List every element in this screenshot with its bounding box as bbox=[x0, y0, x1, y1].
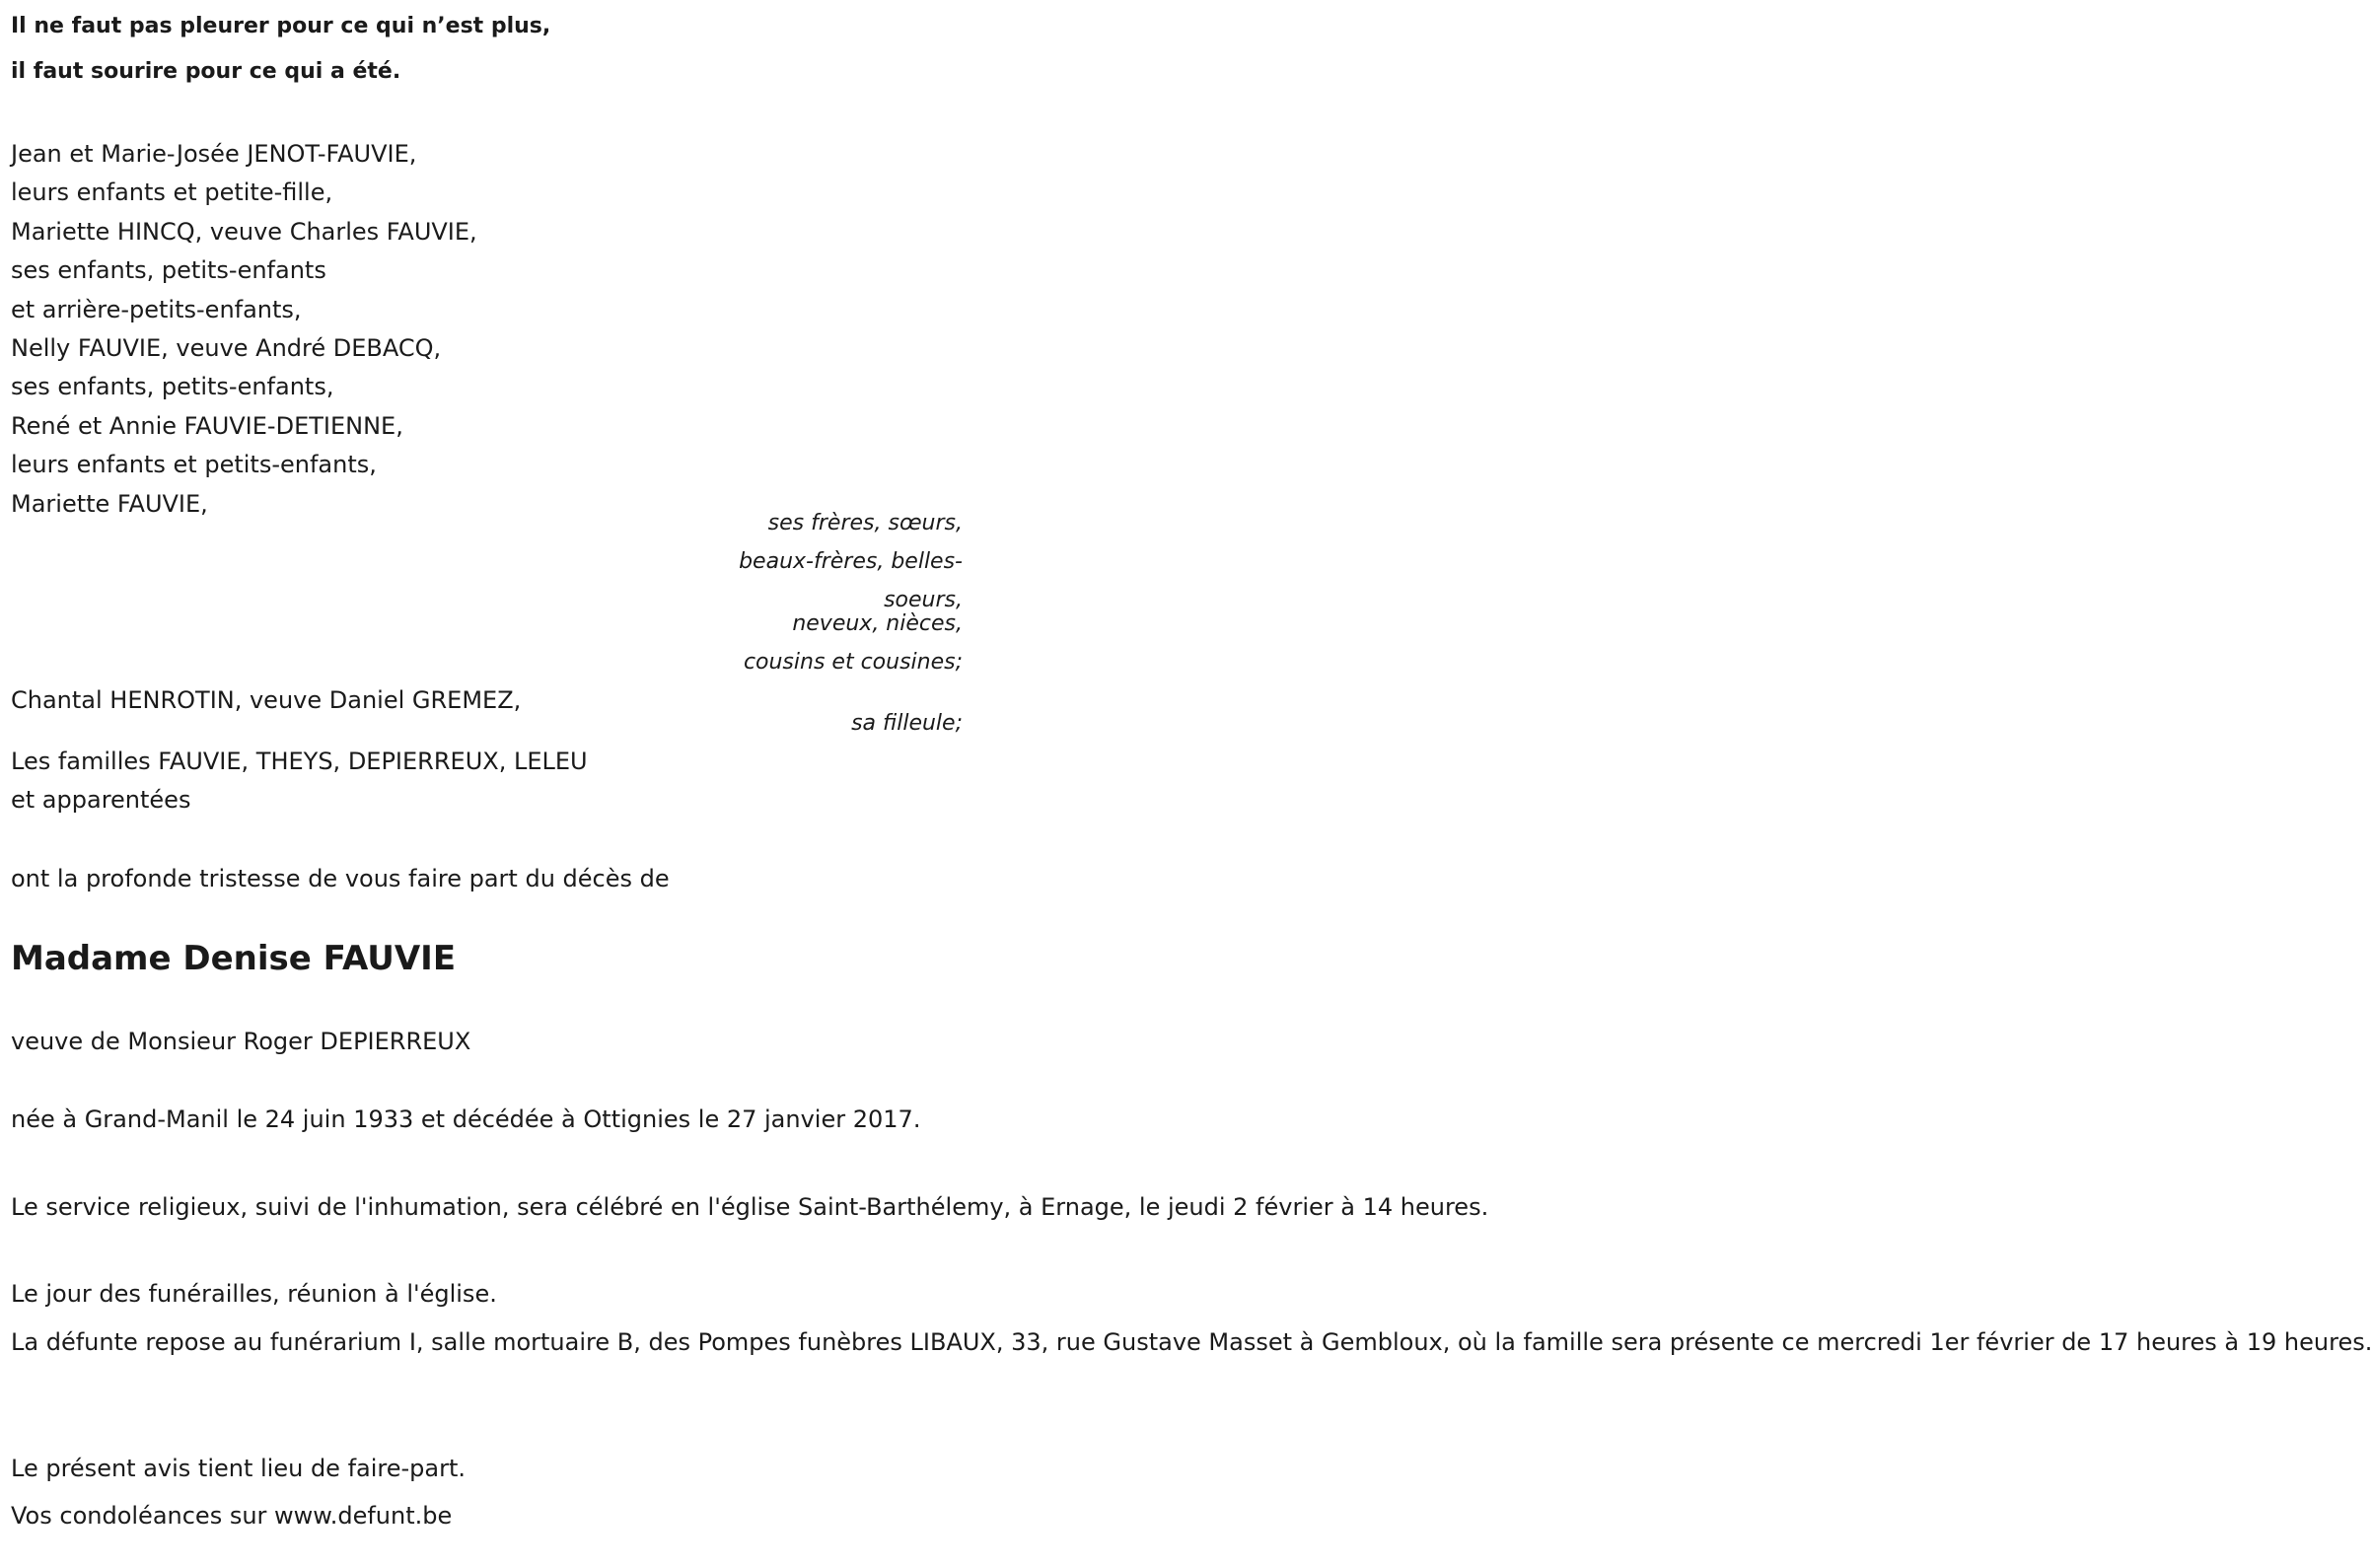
family-line: leurs enfants et petits-enfants, bbox=[11, 451, 377, 479]
relation-line: cousins et cousines; bbox=[743, 650, 963, 675]
families-block bbox=[11, 743, 588, 820]
family-line: et arrière-petits-enfants, bbox=[11, 295, 302, 323]
service-text: Le service religieux, suivi de l'inhumation, sera célébré en l'église Saint-Barthélemy, à Ernage, le jeudi 2 février à 14 heures. bbox=[11, 1193, 1489, 1221]
condolences-text: Vos condoléances sur www.defunt.be bbox=[11, 1502, 453, 1530]
widow-of-text: veuve de Monsieur Roger DEPIERREUX bbox=[11, 1028, 471, 1055]
birth-death bbox=[11, 1101, 948, 1139]
family-line: Mariette FAUVIE, bbox=[11, 489, 208, 518]
deceased-name: Madame Denise FAUVIE bbox=[11, 939, 457, 978]
godchild-relation: sa filleule; bbox=[851, 711, 963, 736]
condolences-info bbox=[11, 1497, 452, 1535]
family-line: René et Annie FAUVIE-DETIENNE, bbox=[11, 411, 403, 440]
family-line: Nelly FAUVIE, veuve André DEBACQ, bbox=[11, 334, 442, 363]
family-list bbox=[11, 135, 477, 524]
relation-line: ses frères, sœurs, bbox=[767, 511, 963, 535]
relation-line: neveux, nièces, bbox=[792, 611, 963, 636]
notice-info bbox=[11, 1450, 466, 1488]
widow-of bbox=[11, 1023, 470, 1061]
quote-line-2: il faut sourire pour ce qui a été. bbox=[11, 59, 401, 84]
godchild-name-text: Chantal HENROTIN, veuve Daniel GREMEZ, bbox=[11, 686, 522, 714]
relation-line: soeurs, bbox=[884, 588, 963, 612]
rest-info bbox=[11, 1323, 2372, 1362]
family-line: ses enfants, petits-enfants, bbox=[11, 373, 334, 401]
family-line: Mariette HINCQ, veuve Charles FAUVIE, bbox=[11, 217, 477, 246]
birth-death-text: née à Grand-Manil le 24 juin 1933 et décédée à Ottignies le 27 janvier 2017. bbox=[11, 1105, 921, 1133]
godchild-name bbox=[11, 681, 521, 720]
announcement-line: ont la profonde tristesse de vous faire part du décès de bbox=[11, 865, 670, 892]
family-line: leurs enfants et petite-fille, bbox=[11, 178, 333, 207]
family-line: ses enfants, petits-enfants bbox=[11, 256, 326, 285]
family-line: Jean et Marie-Josée JENOT-FAUVIE, bbox=[11, 140, 417, 168]
announcement-text bbox=[11, 860, 670, 898]
families-line-1: Les familles FAUVIE, THEYS, DEPIERREUX, LELEU bbox=[11, 748, 588, 775]
meeting-text: Le jour des funérailles, réunion à l'église. bbox=[11, 1280, 497, 1308]
notice-text: Le présent avis tient lieu de faire-part. bbox=[11, 1455, 467, 1482]
service-info bbox=[11, 1188, 1489, 1227]
rest-text: La défunte repose au funérarium I, salle mortuaire B, des Pompes funèbres LIBAUX, 33, rue Gustave Masset à Gembloux, où la famille sera présente ce mercredi 1er février de 17 heures à 19 heures. bbox=[11, 1328, 2372, 1356]
quote-line-1: Il ne faut pas pleurer pour ce qui n’est plus, bbox=[11, 14, 551, 38]
meeting-info bbox=[11, 1275, 497, 1314]
relation-line: beaux-frères, belles- bbox=[739, 549, 963, 574]
families-line-2: et apparentées bbox=[11, 786, 191, 815]
